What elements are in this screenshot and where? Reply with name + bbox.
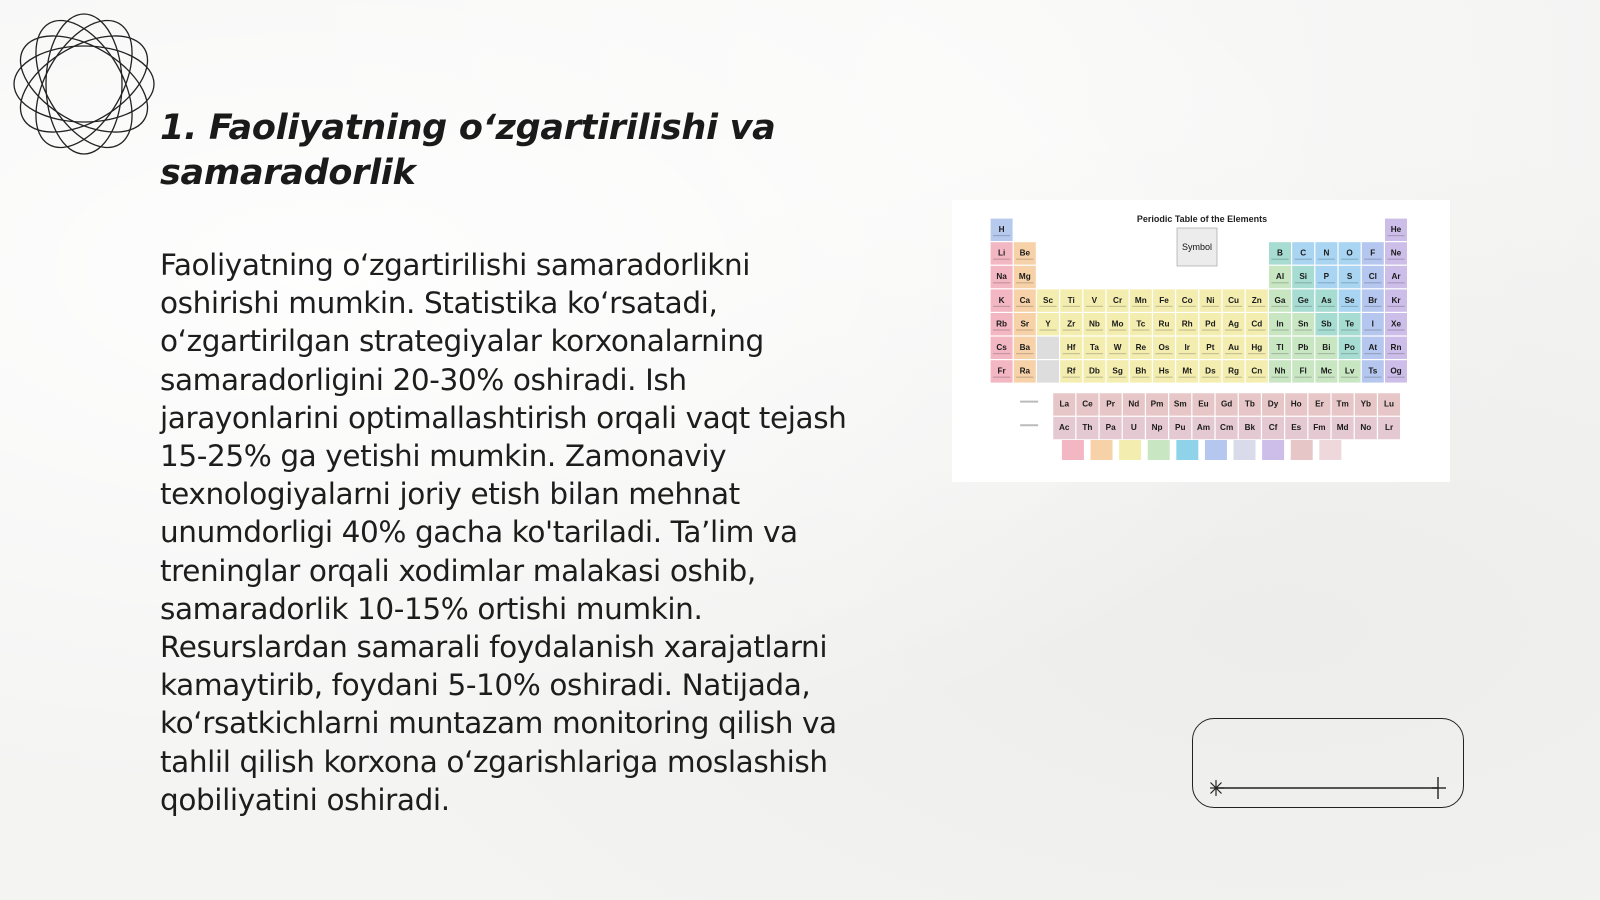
element-name-line (1364, 377, 1381, 378)
element-symbol: He (1390, 225, 1402, 234)
element-name-line (1271, 353, 1288, 354)
element-symbol: Ra (1019, 366, 1031, 376)
element-name-line (993, 353, 1010, 354)
element-symbol: Ds (1205, 366, 1216, 376)
element-symbol: Am (1196, 423, 1211, 433)
element-symbol: Pa (1105, 423, 1116, 433)
element-symbol: Yb (1360, 399, 1372, 409)
element-symbol: Kr (1391, 295, 1401, 305)
element-symbol: W (1113, 343, 1122, 352)
element-symbol: Te (1345, 319, 1355, 329)
element-name-line (1179, 329, 1196, 330)
element-symbol: Ga (1274, 295, 1286, 305)
element-symbol: Ne (1390, 248, 1402, 258)
element-name-line (1016, 282, 1033, 283)
element-symbol: Nd (1128, 399, 1140, 409)
element-name-line (1271, 282, 1288, 283)
element-name-line (1063, 377, 1080, 378)
element-symbol: Au (1228, 343, 1240, 352)
element-symbol: Pu (1175, 423, 1186, 433)
element-symbol: Tc (1136, 319, 1146, 329)
element-name-line (1086, 377, 1103, 378)
element-name-line (1039, 329, 1056, 330)
element-symbol: Mn (1134, 295, 1147, 305)
element-name-line (1248, 306, 1265, 307)
element-name-line (1295, 282, 1312, 283)
element-symbol: Fl (1299, 366, 1307, 376)
element-name-line (1155, 353, 1172, 354)
element-name-line (1179, 377, 1196, 378)
legend-swatch (1176, 440, 1198, 460)
element-symbol: Co (1181, 295, 1193, 305)
legend-swatch (1062, 440, 1084, 460)
element-placeholder-cell (1037, 360, 1059, 382)
legend-swatch (1262, 440, 1284, 460)
slide-title: 1. Faoliyatning o‘zgartirilishi va samaradorlik (160, 108, 776, 193)
element-symbol: Cf (1268, 423, 1278, 433)
element-name-line (1155, 377, 1172, 378)
element-symbol: Ir (1184, 343, 1190, 352)
element-symbol: Ag (1228, 319, 1240, 329)
element-symbol: Hs (1158, 366, 1170, 376)
element-name-line (1202, 377, 1219, 378)
legend-swatch (1205, 440, 1227, 460)
element-name-line (1341, 259, 1358, 260)
element-symbol: Ts (1368, 366, 1378, 376)
element-symbol: K (998, 295, 1005, 305)
element-symbol: Nb (1088, 319, 1100, 329)
element-name-line (993, 377, 1010, 378)
element-name-line (1063, 353, 1080, 354)
element-symbol: Md (1336, 423, 1349, 433)
element-symbol: Pt (1206, 343, 1215, 352)
element-symbol: Y (1045, 319, 1051, 329)
element-symbol: Sb (1321, 319, 1332, 329)
element-symbol: No (1360, 423, 1372, 433)
element-name-line (1248, 377, 1265, 378)
symbol-key-label: Symbol (1181, 242, 1213, 252)
element-symbol: Mg (1018, 272, 1031, 282)
element-symbol: Gd (1220, 399, 1233, 409)
element-name-line (1132, 353, 1149, 354)
element-name-line (1202, 353, 1219, 354)
element-name-line (1318, 282, 1335, 283)
element-symbol: Zr (1067, 319, 1076, 329)
element-symbol: Ge (1297, 295, 1309, 305)
element-symbol: Cm (1220, 423, 1234, 433)
element-symbol: Ho (1290, 399, 1302, 409)
element-symbol: Rn (1390, 343, 1402, 352)
element-name-line (1364, 329, 1381, 330)
element-symbol: Al (1275, 272, 1285, 282)
element-name-line (1109, 306, 1126, 307)
element-symbol: Tl (1276, 343, 1284, 352)
element-name-line (993, 306, 1010, 307)
element-symbol: Ta (1089, 343, 1099, 352)
element-name-line (1132, 306, 1149, 307)
element-symbol: At (1368, 343, 1378, 352)
element-symbol: Hg (1251, 343, 1263, 352)
element-symbol: H (998, 225, 1005, 234)
element-symbol: Dy (1267, 399, 1279, 409)
element-symbol: Og (1390, 366, 1402, 376)
element-name-line (1387, 377, 1404, 378)
element-name-line (1225, 306, 1242, 307)
actinide-row-label (1020, 424, 1038, 426)
element-symbol: Np (1151, 423, 1163, 433)
element-symbol: Fm (1313, 423, 1326, 433)
element-symbol: Sg (1112, 366, 1123, 376)
element-symbol: In (1276, 319, 1284, 329)
element-name-line (993, 235, 1010, 236)
element-symbol: Pd (1205, 319, 1216, 329)
slide-body-text: Faoliyatning o‘zgartirilishi samaradorlikni oshirishi mumkin. Statistika ko‘rsatadi, o‘zgartirilgan strategiyalar korxonalarning samaradorligini 20-30% oshiradi. Ish jarayonlarini optimallashtirish orqali vaqt tejash 15-25% ga yetishi mumkin. Zamonaviy texnologiyalarni joriy etish bilan mehnat unumdorligi 40% gacha ko'tariladi. Ta’lim va treninglar orqali xodimlar malakasi oshib, samaradorlik 10-15% ortishi mumkin. Resurslardan samarali foydalanish xarajatlarni kamaytirib, foydani 5-10% oshiradi. Natijada, ko‘rsatkichlarni muntazam monitoring qilish va tahlil qilish korxona o‘zgarishlariga moslashish qobiliyatini oshiradi. (160, 248, 847, 817)
element-name-line (1063, 306, 1080, 307)
element-symbol: Tm (1336, 399, 1349, 409)
element-name-line (1341, 282, 1358, 283)
element-name-line (1225, 329, 1242, 330)
element-symbol: Xe (1390, 319, 1402, 329)
element-symbol: Sc (1042, 295, 1054, 305)
element-name-line (1387, 353, 1404, 354)
element-symbol: O (1346, 248, 1353, 258)
element-name-line (1341, 377, 1358, 378)
element-name-line (1179, 353, 1196, 354)
element-symbol: Db (1088, 366, 1100, 376)
element-name-line (1364, 259, 1381, 260)
element-symbol: Po (1344, 343, 1355, 352)
element-name-line (1341, 353, 1358, 354)
element-symbol: Cr (1113, 295, 1123, 305)
element-symbol: Er (1315, 399, 1324, 409)
element-symbol: Rg (1228, 366, 1240, 376)
element-name-line (1202, 306, 1219, 307)
element-symbol: Nh (1274, 366, 1286, 376)
element-symbol: Rh (1181, 319, 1193, 329)
element-name-line (1179, 306, 1196, 307)
element-name-line (993, 282, 1010, 283)
element-symbol: Lv (1344, 366, 1355, 376)
element-symbol: Br (1368, 295, 1378, 305)
element-symbol: Hf (1066, 343, 1076, 352)
element-symbol: Rf (1066, 366, 1076, 376)
element-name-line (1318, 377, 1335, 378)
element-symbol: Ar (1391, 272, 1401, 282)
element-name-line (1109, 329, 1126, 330)
element-placeholder-cell (1037, 337, 1059, 359)
element-symbol: Li (997, 248, 1006, 258)
element-symbol: U (1130, 423, 1137, 433)
element-symbol: Os (1158, 343, 1170, 352)
element-symbol: Ba (1019, 343, 1031, 352)
legend-swatch (1291, 440, 1313, 460)
element-symbol: Eu (1198, 399, 1209, 409)
element-symbol: Zn (1251, 295, 1262, 305)
periodic-table-image (952, 200, 1450, 482)
element-symbol: Se (1344, 295, 1355, 305)
element-name-line (1318, 353, 1335, 354)
element-name-line (1039, 306, 1056, 307)
element-symbol: Si (1299, 272, 1308, 282)
element-symbol: I (1371, 319, 1374, 329)
element-name-line (1225, 377, 1242, 378)
element-name-line (1109, 353, 1126, 354)
element-symbol: Pm (1150, 399, 1164, 409)
element-symbol: Bh (1135, 366, 1147, 376)
periodic-table-title: Periodic Table of the Elements (1136, 214, 1268, 224)
element-symbol: Pr (1106, 399, 1115, 409)
element-symbol: Lu (1384, 399, 1395, 409)
element-symbol: Ca (1019, 295, 1031, 305)
element-symbol: Rb (996, 319, 1008, 329)
element-name-line (1271, 259, 1288, 260)
element-symbol: Ac (1059, 423, 1070, 433)
element-symbol: Sn (1297, 319, 1309, 329)
element-symbol: Fe (1159, 295, 1169, 305)
element-symbol: Fr (997, 366, 1006, 376)
element-name-line (1016, 259, 1033, 260)
element-symbol: Bi (1322, 343, 1331, 352)
element-name-line (1387, 329, 1404, 330)
element-name-line (1295, 306, 1312, 307)
legend-swatch (1091, 440, 1113, 460)
legend-swatch (1148, 440, 1170, 460)
element-symbol: Mc (1320, 366, 1333, 376)
element-symbol: S (1346, 272, 1353, 282)
element-name-line (1086, 329, 1103, 330)
element-name-line (1271, 377, 1288, 378)
element-symbol: La (1059, 399, 1070, 409)
decorative-orbit-ornament (10, 10, 158, 158)
element-name-line (1295, 353, 1312, 354)
element-symbol: Cd (1251, 319, 1263, 329)
element-symbol: Cn (1251, 366, 1263, 376)
element-name-line (1364, 306, 1381, 307)
element-name-line (1248, 353, 1265, 354)
element-symbol: Sr (1020, 319, 1030, 329)
element-symbol: Lr (1384, 423, 1394, 433)
element-name-line (1155, 306, 1172, 307)
element-name-line (1086, 306, 1103, 307)
lanthanide-row-label (1020, 401, 1038, 403)
element-symbol: Re (1135, 343, 1147, 352)
element-name-line (1295, 259, 1312, 260)
element-symbol: Mt (1182, 366, 1192, 376)
element-symbol: Be (1019, 248, 1031, 258)
element-symbol: N (1323, 248, 1330, 258)
element-name-line (1109, 377, 1126, 378)
element-symbol: Ni (1206, 295, 1215, 305)
element-symbol: Tb (1244, 399, 1255, 409)
decorative-star-line (1210, 776, 1450, 800)
element-name-line (1295, 377, 1312, 378)
element-symbol: Pb (1297, 343, 1309, 352)
element-name-line (1086, 353, 1103, 354)
element-symbol: Cl (1368, 272, 1377, 282)
element-symbol: P (1323, 272, 1330, 282)
legend-swatch (1119, 440, 1141, 460)
element-name-line (1364, 282, 1381, 283)
element-name-line (1387, 282, 1404, 283)
element-name-line (1016, 377, 1033, 378)
element-symbol: F (1370, 248, 1376, 258)
element-name-line (1364, 353, 1381, 354)
element-symbol: C (1300, 248, 1307, 258)
element-name-line (1016, 306, 1033, 307)
element-name-line (1318, 306, 1335, 307)
element-symbol: Sm (1173, 399, 1187, 409)
element-name-line (1387, 235, 1404, 236)
element-name-line (1063, 329, 1080, 330)
element-name-line (1132, 329, 1149, 330)
element-symbol: Ce (1082, 399, 1093, 409)
element-name-line (1341, 306, 1358, 307)
element-name-line (993, 259, 1010, 260)
element-name-line (1318, 329, 1335, 330)
element-name-line (1132, 377, 1149, 378)
element-name-line (1271, 306, 1288, 307)
element-name-line (1387, 306, 1404, 307)
element-symbol: Ti (1067, 295, 1075, 305)
element-symbol: As (1321, 295, 1332, 305)
element-symbol: Mo (1111, 319, 1124, 329)
element-name-line (1387, 259, 1404, 260)
element-name-line (1248, 329, 1265, 330)
element-symbol: V (1091, 295, 1098, 305)
element-name-line (1341, 329, 1358, 330)
element-symbol: Ru (1158, 319, 1170, 329)
element-symbol: Na (996, 272, 1007, 282)
element-name-line (1202, 329, 1219, 330)
element-name-line (1016, 329, 1033, 330)
element-symbol: Es (1291, 423, 1302, 433)
legend-swatch (1319, 440, 1341, 460)
element-name-line (1295, 329, 1312, 330)
element-symbol: Th (1082, 423, 1093, 433)
element-symbol: Bk (1244, 423, 1256, 433)
element-name-line (1318, 259, 1335, 260)
element-name-line (1016, 353, 1033, 354)
legend-swatch (1234, 440, 1256, 460)
element-name-line (1155, 329, 1172, 330)
element-name-line (1225, 353, 1242, 354)
element-symbol: Cs (996, 343, 1007, 352)
element-symbol: B (1277, 248, 1283, 258)
element-name-line (993, 329, 1010, 330)
element-symbol: Cu (1228, 295, 1240, 305)
element-name-line (1271, 329, 1288, 330)
